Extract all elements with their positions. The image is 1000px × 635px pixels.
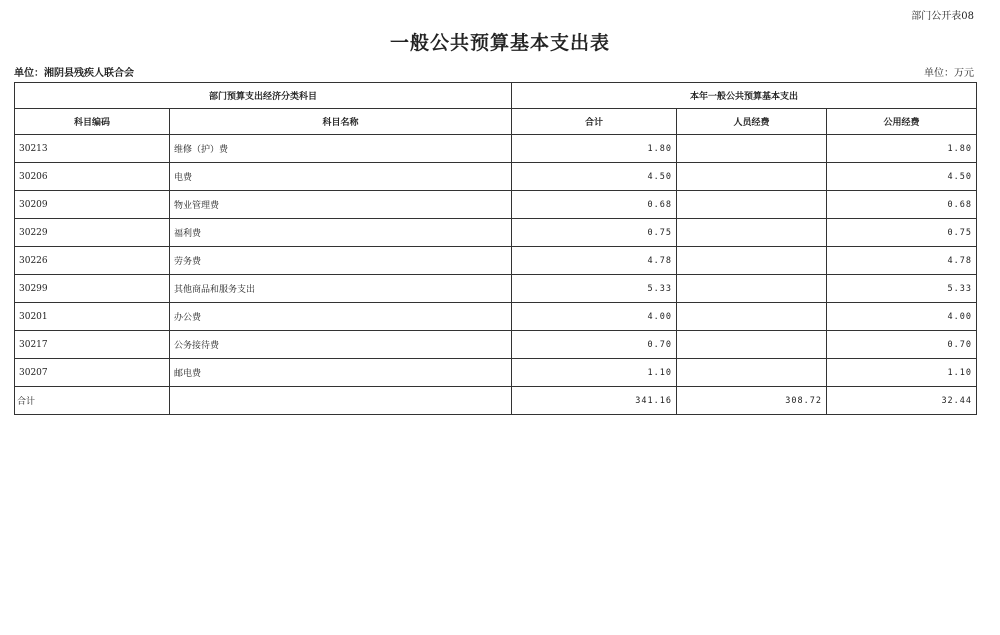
cell-code: 30207 — [15, 359, 170, 387]
total-sum: 341.16 — [512, 387, 677, 415]
column-header-total: 合计 — [512, 109, 677, 135]
table-row — [15, 275, 977, 303]
cell-personnel — [677, 303, 827, 331]
cell-code: 30217 — [15, 331, 170, 359]
cell-name: 维修（护）费 — [170, 135, 512, 163]
table-number-label: 部门公开表08 — [911, 11, 974, 22]
header-column-row — [15, 109, 977, 135]
total-personnel: 308.72 — [677, 387, 827, 415]
cell-public: 5.33 — [827, 275, 977, 303]
cell-public: 0.70 — [827, 331, 977, 359]
cell-total: 4.78 — [512, 247, 677, 275]
cell-name: 邮电费 — [170, 359, 512, 387]
table-row — [15, 191, 977, 219]
total-public: 32.44 — [827, 387, 977, 415]
cell-total: 4.00 — [512, 303, 677, 331]
header-group-row — [15, 83, 977, 109]
total-row — [15, 387, 977, 415]
cell-code: 30206 — [15, 163, 170, 191]
column-header-personnel: 人员经费 — [677, 109, 827, 135]
column-header-public: 公用经费 — [827, 109, 977, 135]
cell-total: 1.80 — [512, 135, 677, 163]
cell-code: 30213 — [15, 135, 170, 163]
organization-unit: 单位：湘阴县残疾人联合会 — [14, 68, 134, 79]
page-title: 一般公共预算基本支出表 — [389, 32, 610, 54]
table-row — [15, 303, 977, 331]
cell-public: 1.80 — [827, 135, 977, 163]
cell-name: 电费 — [170, 163, 512, 191]
cell-public: 0.75 — [827, 219, 977, 247]
cell-total: 1.10 — [512, 359, 677, 387]
cell-total: 0.75 — [512, 219, 677, 247]
table-row — [15, 163, 977, 191]
cell-public: 4.78 — [827, 247, 977, 275]
column-header-name: 科目名称 — [170, 109, 512, 135]
cell-personnel — [677, 163, 827, 191]
group-header-expenditure: 本年一般公共预算基本支出 — [512, 83, 977, 109]
cell-code: 30229 — [15, 219, 170, 247]
cell-name: 公务接待费 — [170, 331, 512, 359]
cell-total: 0.68 — [512, 191, 677, 219]
total-label: 合计 — [15, 387, 170, 415]
group-header-classification: 部门预算支出经济分类科目 — [15, 83, 512, 109]
budget-table — [14, 82, 977, 415]
cell-personnel — [677, 247, 827, 275]
table-row — [15, 135, 977, 163]
table-row — [15, 247, 977, 275]
cell-code: 30299 — [15, 275, 170, 303]
cell-name: 物业管理费 — [170, 191, 512, 219]
cell-public: 4.00 — [827, 303, 977, 331]
currency-unit: 单位：万元 — [924, 68, 974, 79]
cell-personnel — [677, 331, 827, 359]
cell-public: 1.10 — [827, 359, 977, 387]
cell-personnel — [677, 191, 827, 219]
cell-total: 0.70 — [512, 331, 677, 359]
cell-total: 5.33 — [512, 275, 677, 303]
cell-code: 30201 — [15, 303, 170, 331]
cell-public: 0.68 — [827, 191, 977, 219]
cell-code: 30209 — [15, 191, 170, 219]
cell-name: 福利费 — [170, 219, 512, 247]
cell-personnel — [677, 359, 827, 387]
cell-public: 4.50 — [827, 163, 977, 191]
cell-code: 30226 — [15, 247, 170, 275]
cell-personnel — [677, 219, 827, 247]
cell-name: 其他商品和服务支出 — [170, 275, 512, 303]
cell-name: 劳务费 — [170, 247, 512, 275]
cell-name: 办公费 — [170, 303, 512, 331]
table-row — [15, 219, 977, 247]
cell-total: 4.50 — [512, 163, 677, 191]
table-row — [15, 359, 977, 387]
table-row — [15, 331, 977, 359]
column-header-code: 科目编码 — [15, 109, 170, 135]
cell-personnel — [677, 275, 827, 303]
cell-personnel — [677, 135, 827, 163]
total-name — [170, 387, 512, 415]
